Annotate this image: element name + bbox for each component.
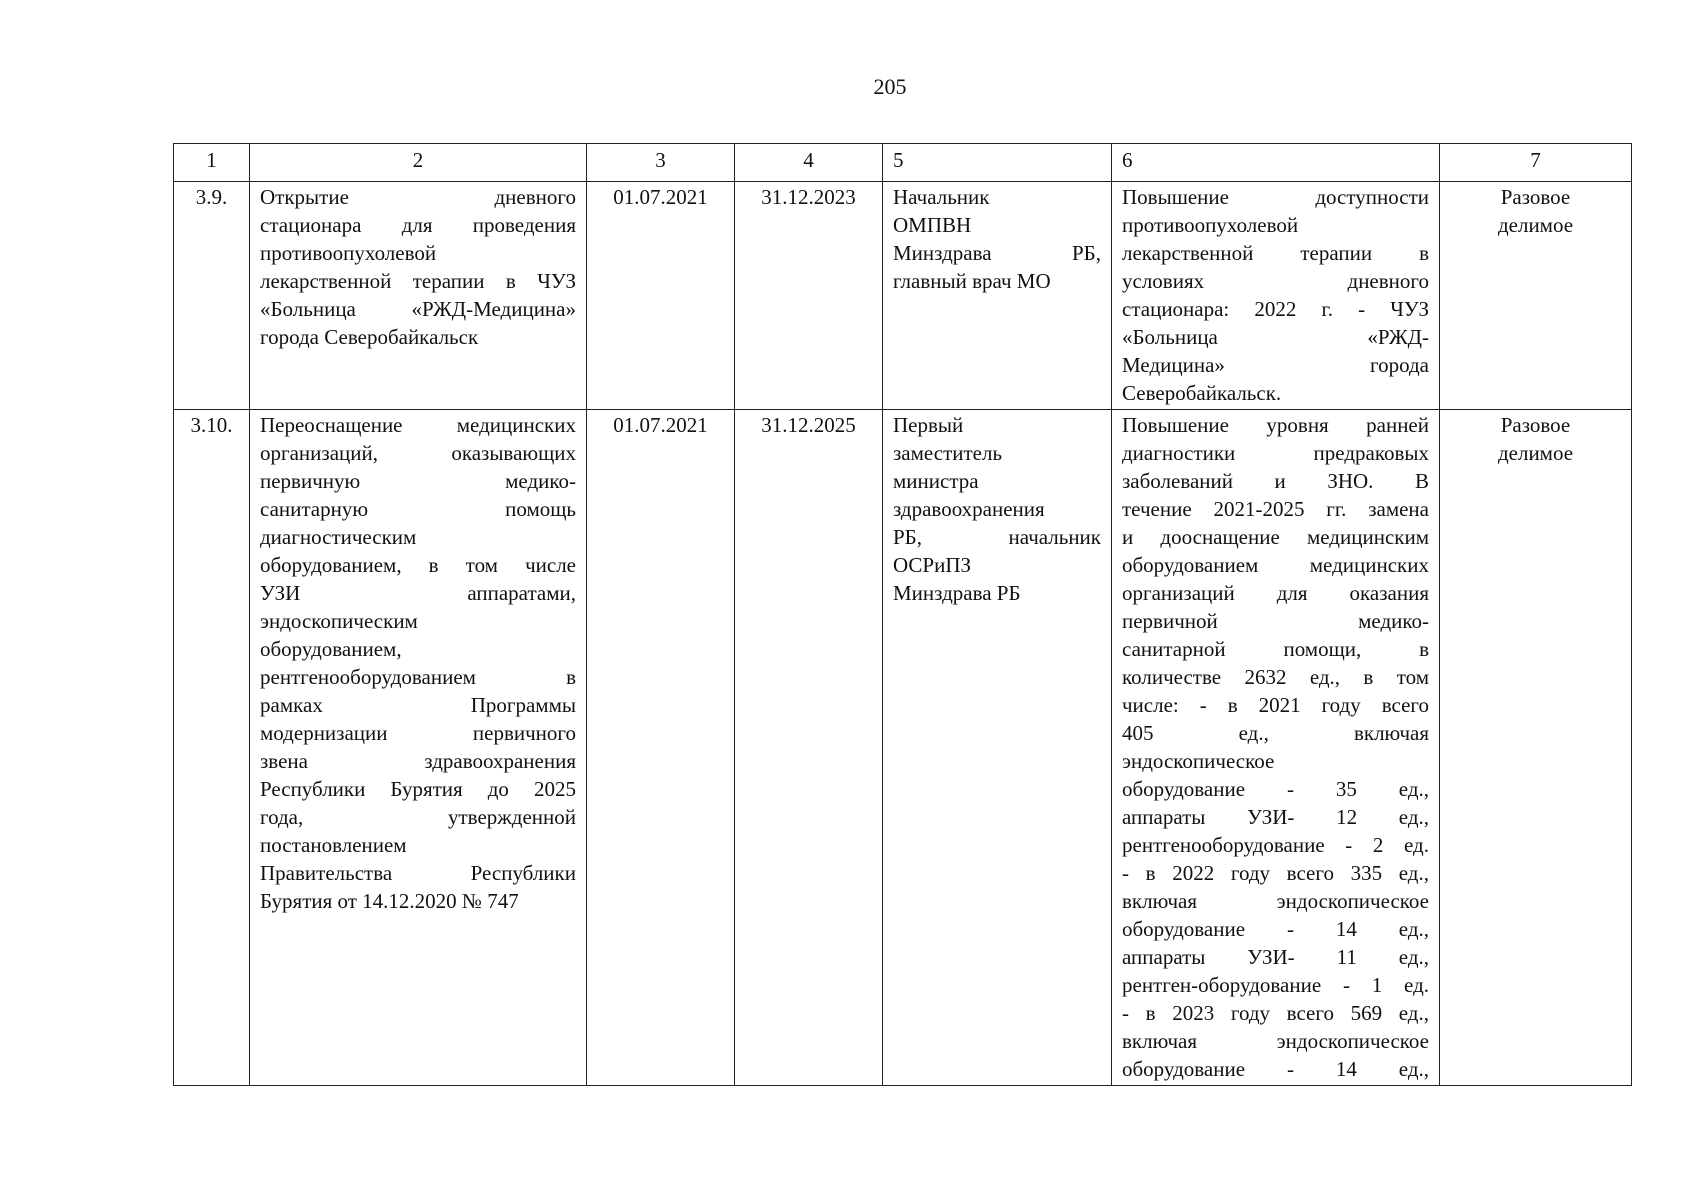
header-col-3: 3 [587,144,735,182]
cell-text-line: эндоскопическое [1122,749,1275,773]
cell-text-line: «Больница «РЖД- [1122,325,1429,349]
cell-text-line: аппараты УЗИ- 12 ед., [1122,805,1429,829]
cell-text-line: Минздрава РБ, [893,241,1101,265]
cell-text-line: организаций для оказания [1122,581,1429,605]
expected-result [1112,182,1440,410]
cell-text-line: делимое [1497,213,1574,237]
cell-text-line: оборудование - 14 ед., [1122,1057,1429,1081]
cell-text-line: года, утвержденной [260,805,576,829]
row-number: 3.9. [174,182,250,410]
measure-description [250,410,587,1086]
cell-text-line: «Больница «РЖД-Медицина» [260,297,576,321]
header-col-4: 4 [735,144,883,182]
cell-text-line: Переоснащение медицинских [260,413,576,437]
header-row [174,144,1632,182]
cell-text-line: РБ, начальник [893,525,1101,549]
cell-text-line: Бурятия от 14.12.2020 № 747 [260,889,519,913]
cell-text-line: числе: - в 2021 году всего [1122,693,1429,717]
cell-text-line: рентгенооборудование - 2 ед. [1122,833,1429,857]
cell-text-line: оборудование - 14 ед., [1122,917,1429,941]
cell-text-line: ОСРиПЗ [893,553,972,577]
responsible [883,410,1112,1086]
cell-text-line: лекарственной терапии в [1122,241,1429,265]
cell-text-line: рентгенооборудованием в [260,665,576,689]
cell-text-line: делимое [1497,441,1574,465]
cell-text-line: стационара: 2022 г. - ЧУЗ [1122,297,1429,321]
header-col-2: 2 [250,144,587,182]
cell-text-line: звена здравоохранения [260,749,576,773]
cell-text-line: здравоохранения [893,497,1045,521]
cell-text-line: Северобайкальск. [1122,381,1282,405]
cell-text-line: ОМПВН [893,213,972,237]
header-col-5: 5 [883,144,1112,182]
cell-text-line: заместитель [893,441,1003,465]
cell-text-line: Правительства Республики [260,861,576,885]
start-date: 01.07.2021 [587,410,735,1086]
responsible [883,182,1112,410]
cell-text-line: диагностическим [260,525,417,549]
cell-text-line: оборудование - 35 ед., [1122,777,1429,801]
cell-text-line: Медицина» города [1122,353,1429,377]
cell-text-line: города Северобайкальск [260,325,479,349]
cell-text-line: оборудованием медицинских [1122,553,1429,577]
cell-text-line: первичной медико- [1122,609,1429,633]
cell-text-line: Открытие дневного [260,185,576,209]
cell-text-line: Разовое [1500,185,1571,209]
header-col-7: 7 [1440,144,1632,182]
page-number: 205 [873,74,907,99]
cell-text-line: диагностики предраковых [1122,441,1429,465]
cell-text-line: Начальник [893,185,990,209]
expected-result [1112,410,1440,1086]
cell-text-line: эндоскопическим [260,609,418,633]
cell-text-line: включая эндоскопическое [1122,889,1429,913]
cell-text-line: противоопухолевой [260,241,437,265]
start-date: 01.07.2021 [587,182,735,410]
cell-text-line: Повышение доступности [1122,185,1429,209]
cell-text-line: Разовое [1500,413,1571,437]
measure-type [1440,182,1632,410]
cell-text-line: - в 2022 году всего 335 ед., [1122,861,1429,885]
cell-text-line: и дооснащение медицинским [1122,525,1429,549]
table-row [174,410,1632,1086]
cell-text-line: - в 2023 году всего 569 ед., [1122,1001,1429,1025]
cell-text-line: условиях дневного [1122,269,1429,293]
cell-text-line: Минздрава РБ [893,581,1021,605]
cell-text-line: первичную медико- [260,469,576,493]
cell-text-line: включая эндоскопическое [1122,1029,1429,1053]
cell-text-line: рентген-оборудование - 1 ед. [1122,973,1429,997]
cell-text-line: санитарную помощь [260,497,576,521]
cell-text-line: стационара для проведения [260,213,576,237]
cell-text-line: министра [893,469,979,493]
cell-text-line: оборудованием, в том числе [260,553,576,577]
cell-text-line: заболеваний и ЗНО. В [1122,469,1429,493]
end-date: 31.12.2023 [735,182,883,410]
header-col-1: 1 [174,144,250,182]
cell-text-line: оборудованием, [260,637,402,661]
header-col-6: 6 [1112,144,1440,182]
cell-text-line: аппараты УЗИ- 11 ед., [1122,945,1429,969]
cell-text-line: Первый [893,413,964,437]
cell-text-line: противоопухолевой [1122,213,1299,237]
table-row [174,182,1632,410]
cell-text-line: организаций, оказывающих [260,441,576,465]
measures-table [173,143,1632,1086]
cell-text-line: главный врач МО [893,269,1051,293]
measure-description [250,182,587,410]
cell-text-line: Повышение уровня ранней [1122,413,1429,437]
cell-text-line: рамках Программы [260,693,576,717]
measure-type [1440,410,1632,1086]
cell-text-line: санитарной помощи, в [1122,637,1429,661]
end-date: 31.12.2025 [735,410,883,1086]
cell-text-line: Республики Бурятия до 2025 [260,777,576,801]
cell-text-line: количестве 2632 ед., в том [1122,665,1429,689]
cell-text-line: лекарственной терапии в ЧУЗ [260,269,576,293]
cell-text-line: модернизации первичного [260,721,576,745]
cell-text-line: 405 ед., включая [1122,721,1429,745]
cell-text-line: постановлением [260,833,407,857]
row-number: 3.10. [174,410,250,1086]
cell-text-line: течение 2021-2025 гг. замена [1122,497,1429,521]
cell-text-line: УЗИ аппаратами, [260,581,576,605]
